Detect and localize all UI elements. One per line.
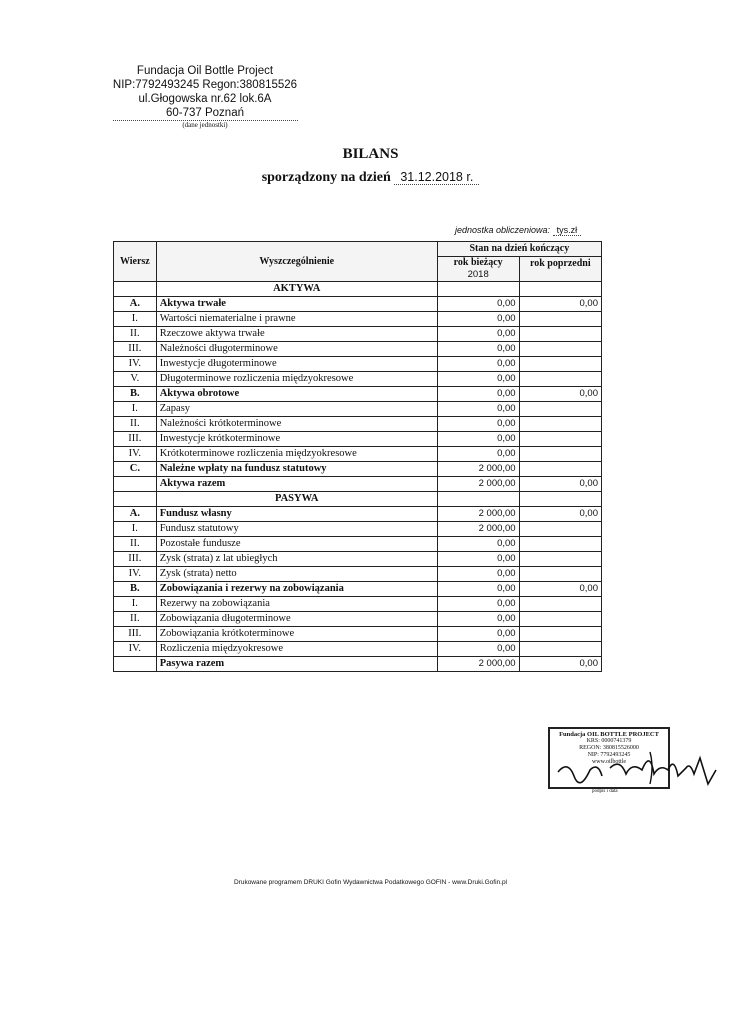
org-ids: NIP:7792493245 Regon:380815526 <box>112 79 298 91</box>
table-row <box>114 312 602 327</box>
table-row <box>114 327 602 342</box>
row-number: A. <box>114 297 157 312</box>
row-previous-value <box>519 462 601 477</box>
row-label: Długoterminowe rozliczenia międzyokresowe <box>156 372 437 387</box>
row-label: Zobowiązania krótkoterminowe <box>156 627 437 642</box>
row-previous-value <box>519 402 601 417</box>
row-number: III. <box>114 552 157 567</box>
row-previous-value <box>519 372 601 387</box>
table-row <box>114 357 602 372</box>
row-number: III. <box>114 627 157 642</box>
row-current-value: 0,00 <box>437 642 519 657</box>
row-previous-value <box>519 642 601 657</box>
row-current-value: 2 000,00 <box>437 657 519 672</box>
row-label: Zysk (strata) netto <box>156 567 437 582</box>
row-previous-value <box>519 312 601 327</box>
row-previous-value <box>519 327 601 342</box>
row-number: IV. <box>114 642 157 657</box>
row-number: III. <box>114 432 157 447</box>
document-subtitle <box>0 170 741 186</box>
row-current-value: 0,00 <box>437 417 519 432</box>
section-title: AKTYWA <box>156 282 437 297</box>
row-label: Pozostałe fundusze <box>156 537 437 552</box>
organization-stamp: Fundacja OIL BOTTLE PROJECT KRS: 0000741379 REGON: 380815526000 NIP: 7792493245 www.oilbottle <box>548 727 670 789</box>
table-row <box>114 657 602 672</box>
row-previous-value <box>519 612 601 627</box>
table-row <box>114 597 602 612</box>
row-previous-value <box>519 417 601 432</box>
header-group: Stan na dzień kończący <box>437 242 601 257</box>
row-previous-value: 0,00 <box>519 297 601 312</box>
table-row <box>114 552 602 567</box>
row-label: Zysk (strata) z lat ubiegłych <box>156 552 437 567</box>
row-current-value: 0,00 <box>437 402 519 417</box>
balance-table <box>113 241 602 672</box>
balance-date: 31.12.2018 r. <box>394 170 479 185</box>
row-label: Pasywa razem <box>156 657 437 672</box>
row-previous-value <box>519 342 601 357</box>
row-previous-value <box>519 627 601 642</box>
table-row <box>114 402 602 417</box>
row-number: IV. <box>114 447 157 462</box>
table-row <box>114 567 602 582</box>
unit-label: jednostka obliczeniowa: tys.zł <box>455 225 581 235</box>
row-previous-value <box>519 447 601 462</box>
section-row <box>114 282 602 297</box>
row-number: I. <box>114 312 157 327</box>
row-current-value: 0,00 <box>437 582 519 597</box>
row-previous-value <box>519 522 601 537</box>
row-current-value: 0,00 <box>437 447 519 462</box>
header-current: rok bieżący 2018 <box>437 257 519 282</box>
row-label: Rzeczowe aktywa trwałe <box>156 327 437 342</box>
table-row <box>114 522 602 537</box>
row-current-value: 0,00 <box>437 552 519 567</box>
row-previous-value <box>519 552 601 567</box>
table-row <box>114 642 602 657</box>
row-previous-value: 0,00 <box>519 582 601 597</box>
row-number: C. <box>114 462 157 477</box>
row-label: Zapasy <box>156 402 437 417</box>
signature-caption: podpis i data <box>592 789 618 794</box>
org-caption: (dane jednostki) <box>182 121 228 129</box>
section-row <box>114 492 602 507</box>
table-row <box>114 507 602 522</box>
row-label: Zobowiązania długoterminowe <box>156 612 437 627</box>
row-label: Rozliczenia międzyokresowe <box>156 642 437 657</box>
row-label: Fundusz statutowy <box>156 522 437 537</box>
row-number: II. <box>114 612 157 627</box>
row-label: Należności długoterminowe <box>156 342 437 357</box>
row-previous-value: 0,00 <box>519 657 601 672</box>
subtitle-prefix: sporządzony na dzień <box>261 170 391 185</box>
table-row <box>114 342 602 357</box>
row-label: Fundusz własny <box>156 507 437 522</box>
row-number: V. <box>114 372 157 387</box>
row-number: A. <box>114 507 157 522</box>
row-previous-value: 0,00 <box>519 387 601 402</box>
row-current-value: 0,00 <box>437 612 519 627</box>
row-number: II. <box>114 417 157 432</box>
row-previous-value <box>519 567 601 582</box>
row-number: IV. <box>114 357 157 372</box>
row-number <box>114 657 157 672</box>
row-current-value: 0,00 <box>437 597 519 612</box>
table-row <box>114 432 602 447</box>
row-previous-value: 0,00 <box>519 477 601 492</box>
row-label: Aktywa razem <box>156 477 437 492</box>
signature-image <box>550 740 720 800</box>
org-name: Fundacja Oil Bottle Project <box>136 65 274 77</box>
table-row <box>114 612 602 627</box>
row-previous-value <box>519 357 601 372</box>
header-description: Wyszczególnienie <box>156 242 437 282</box>
row-current-value: 0,00 <box>437 312 519 327</box>
row-number: I. <box>114 597 157 612</box>
table-row <box>114 462 602 477</box>
section-title: PASYWA <box>156 492 437 507</box>
table-row <box>114 297 602 312</box>
document-title: BILANS <box>342 146 399 162</box>
row-number: I. <box>114 522 157 537</box>
row-label: Należne wpłaty na fundusz statutowy <box>156 462 437 477</box>
row-current-value: 0,00 <box>437 567 519 582</box>
row-label: Inwestycje długoterminowe <box>156 357 437 372</box>
header-current-year: 2018 <box>467 269 489 280</box>
org-city: 60-737 Poznań <box>113 106 298 121</box>
table-row <box>114 537 602 552</box>
table-row <box>114 387 602 402</box>
row-number: I. <box>114 402 157 417</box>
table-row <box>114 447 602 462</box>
table-row <box>114 477 602 492</box>
print-footer: Drukowane programem DRUKI Gofin Wydawnictwa Podatkowego GOFIN - www.Druki.Gofin.pl <box>233 879 508 886</box>
table-row <box>114 417 602 432</box>
row-current-value: 0,00 <box>437 372 519 387</box>
org-street: ul.Głogowska nr.62 lok.6A <box>138 93 272 105</box>
row-label: Aktywa obrotowe <box>156 387 437 402</box>
row-current-value: 0,00 <box>437 387 519 402</box>
row-label: Inwestycje krótkoterminowe <box>156 432 437 447</box>
row-number <box>114 477 157 492</box>
row-number: II. <box>114 327 157 342</box>
row-current-value: 0,00 <box>437 342 519 357</box>
header-wiersz: Wiersz <box>114 242 157 282</box>
row-current-value: 0,00 <box>437 327 519 342</box>
row-number: II. <box>114 537 157 552</box>
row-current-value: 2 000,00 <box>437 462 519 477</box>
row-previous-value <box>519 537 601 552</box>
row-number: IV. <box>114 567 157 582</box>
row-number: B. <box>114 582 157 597</box>
row-label: Wartości niematerialne i prawne <box>156 312 437 327</box>
table-row <box>114 582 602 597</box>
row-number: III. <box>114 342 157 357</box>
row-number: B. <box>114 387 157 402</box>
row-previous-value <box>519 432 601 447</box>
row-current-value: 0,00 <box>437 537 519 552</box>
header-previous: rok poprzedni <box>519 257 601 282</box>
row-current-value: 0,00 <box>437 432 519 447</box>
row-current-value: 2 000,00 <box>437 522 519 537</box>
row-current-value: 2 000,00 <box>437 507 519 522</box>
row-current-value: 0,00 <box>437 357 519 372</box>
table-row <box>114 627 602 642</box>
row-label: Rezerwy na zobowiązania <box>156 597 437 612</box>
row-current-value: 2 000,00 <box>437 477 519 492</box>
row-current-value: 0,00 <box>437 627 519 642</box>
row-label: Należności krótkoterminowe <box>156 417 437 432</box>
organization-header <box>105 64 305 130</box>
row-label: Zobowiązania i rezerwy na zobowiązania <box>156 582 437 597</box>
table-row <box>114 372 602 387</box>
row-previous-value: 0,00 <box>519 507 601 522</box>
row-current-value: 0,00 <box>437 297 519 312</box>
row-label: Aktywa trwałe <box>156 297 437 312</box>
row-label: Krótkoterminowe rozliczenia międzyokresowe <box>156 447 437 462</box>
row-previous-value <box>519 597 601 612</box>
unit-value: tys.zł <box>553 225 582 236</box>
